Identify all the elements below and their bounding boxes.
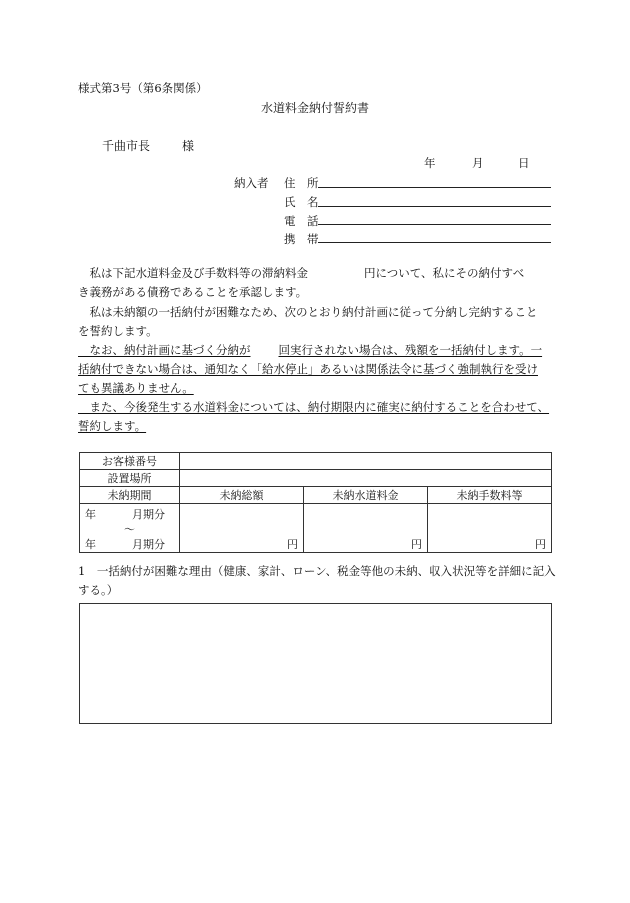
paragraph-acknowledgement-line1 [78, 264, 558, 283]
addressee-honorific: 様 [182, 139, 195, 153]
table-header-row [80, 487, 552, 504]
date-day-label: 日 [518, 156, 530, 170]
header-unpaid-period: 未納期間 [80, 487, 180, 504]
addressee-name: 千曲市長 [102, 139, 151, 153]
to-month: 月期分 [132, 538, 165, 551]
name-label: 氏 名 [284, 195, 319, 209]
phone-field[interactable] [318, 224, 551, 225]
paragraph-pledge-line2: を誓約します。 [78, 324, 158, 338]
location-field[interactable] [180, 470, 552, 487]
header-unpaid-water: 未納水道料金 [304, 487, 428, 504]
mobile-label: 携 帯 [284, 232, 319, 246]
table-row [80, 470, 552, 487]
addressee [102, 137, 195, 154]
yen-unit: 円 [287, 538, 298, 551]
reason-label: 1 一括納付が困難な理由（健康、家計、ローン、税金等他の未納、収入状況等を詳細に記入する。） [78, 564, 556, 597]
yen-unit: 円 [411, 538, 422, 551]
p3-text-b: 回実行されない場合は、残額を一括納付します。一 [278, 343, 543, 357]
paragraph-future-line2: 誓約します。 [78, 419, 147, 433]
paragraph-acknowledgement-line2: き義務がある債務であることを承認します。 [78, 285, 308, 299]
document-title: 水道料金納付誓約書 [260, 101, 369, 115]
customer-number-label: お客様番号 [80, 453, 180, 470]
arrears-table [79, 452, 552, 553]
reason-textbox[interactable] [79, 603, 552, 724]
location-label: 設置場所 [80, 470, 180, 487]
p1-text-a: 私は下記水道料金及び手数料等の滞納料金 [78, 266, 308, 280]
p3-text-a: なお、納付計画に基づく分納が [78, 343, 251, 357]
p1-text-b: 円について、私にその納付すべ [364, 266, 525, 280]
name-field[interactable] [318, 206, 551, 207]
paragraph-default-line1 [78, 341, 558, 360]
mobile-field[interactable] [318, 242, 551, 243]
date-year-label: 年 [424, 156, 436, 170]
period-tilde: ～ [124, 523, 135, 536]
unpaid-total-field[interactable] [180, 504, 304, 553]
unpaid-fees-field[interactable] [428, 504, 552, 553]
unpaid-water-field[interactable] [304, 504, 428, 553]
customer-number-field[interactable] [180, 453, 552, 470]
payer-label: 納入者 [234, 176, 269, 190]
date-month-label: 月 [472, 156, 484, 170]
from-month: 月期分 [132, 508, 165, 521]
paragraph-default-line2: 括納付できない場合は、通知なく「給水停止」あるいは関係法令に基づく強制執行を受け [78, 362, 538, 376]
phone-label: 電 話 [284, 214, 319, 228]
address-label: 住 所 [284, 176, 319, 190]
yen-unit: 円 [535, 538, 547, 551]
address-field[interactable] [318, 187, 551, 188]
table-row [80, 504, 552, 553]
from-year: 年 [85, 508, 96, 521]
paragraph-pledge-line1: 私は未納額の一括納付が困難なため、次のとおり納付計画に従って分納し完納すること [78, 305, 538, 319]
paragraph-future-line1: また、今後発生する水道料金については、納付期限内に確実に納付することを合わせて、 [78, 400, 550, 414]
header-unpaid-total: 未納総額 [180, 487, 304, 504]
paragraph-default-line3: ても異議ありません。 [78, 381, 194, 395]
form-number: 様式第3号（第6条関係） [78, 81, 208, 95]
header-unpaid-fees: 未納手数料等 [428, 487, 552, 504]
table-row [80, 453, 552, 470]
to-year: 年 [85, 538, 96, 551]
period-cell[interactable] [80, 504, 180, 553]
